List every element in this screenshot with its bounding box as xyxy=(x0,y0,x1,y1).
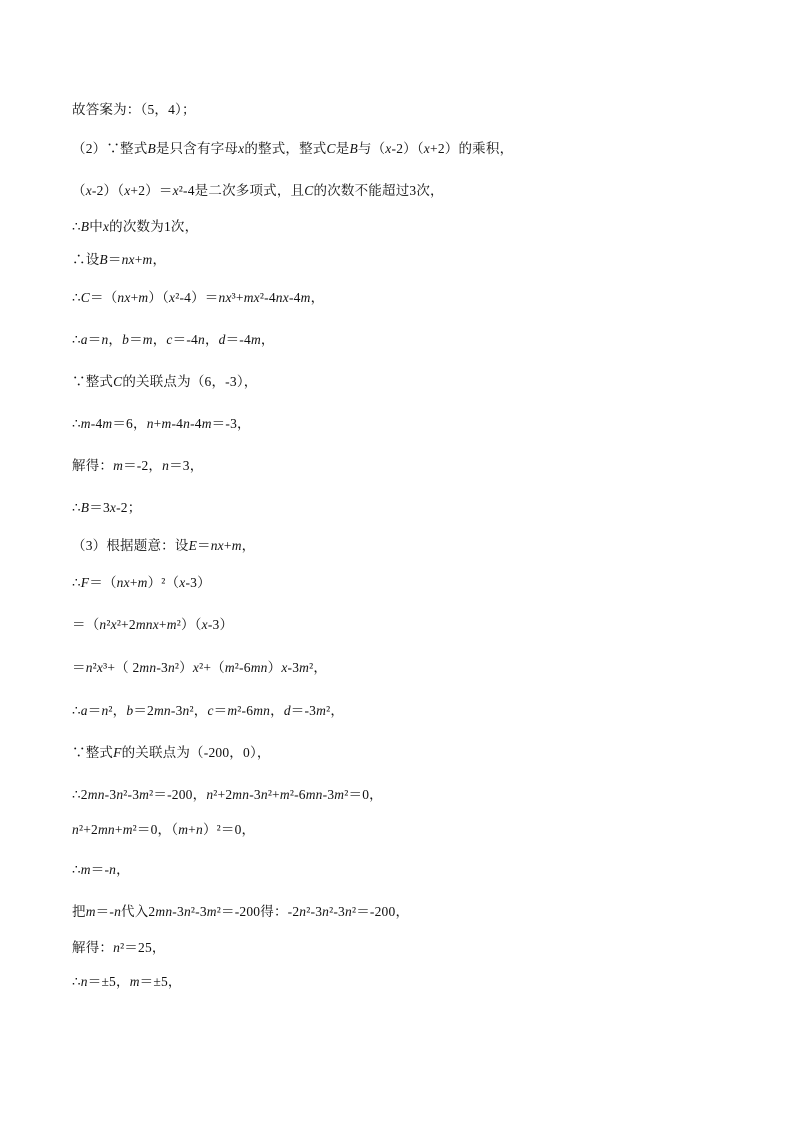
solution-line: ∴B＝3x-2； xyxy=(72,500,142,515)
solution-line: ∴a＝n，b＝m，c＝-4n，d＝-4m， xyxy=(72,332,275,347)
solution-line: ∴m-4m＝6，n+m-4n-4m＝-3， xyxy=(72,416,251,431)
solution-line: （2）∵整式B是只含有字母x的整式，整式C是B与（x-2）（x+2）的乘积， xyxy=(72,141,514,156)
solution-line: ∴m＝-n， xyxy=(72,862,130,877)
solution-line: （x-2）（x+2）＝x²-4是二次多项式，且C的次数不能超过3次， xyxy=(72,183,444,198)
solution-line: （3）根据题意：设E＝nx+m， xyxy=(72,538,256,553)
solution-line: ∴F＝（nx+m）²（x-3） xyxy=(72,575,211,590)
solution-line: 解得：n²＝25， xyxy=(72,940,166,955)
solution-line: ∴2mn-3n²-3m²＝-200，n²+2mn-3n²+m²-6mn-3m²＝0， xyxy=(72,787,383,802)
solution-line: ∵整式C的关联点为（6，-3）， xyxy=(72,374,258,389)
solution-line: n²+2mn+m²＝0，（m+n）²＝0， xyxy=(72,822,256,837)
solution-line: ＝n²x³+（ 2mn-3n²）x²+（m²-6mn）x-3m²， xyxy=(72,660,328,675)
answer-line: 故答案为：（5，4）； xyxy=(72,102,196,117)
solution-line: ＝（n²x²+2mnx+m²）（x-3） xyxy=(72,617,234,632)
solution-line: ∴a＝n²，b＝2mn-3n²，c＝m²-6mn，d＝-3m²， xyxy=(72,703,345,718)
solution-line: ∴设B＝nx+m， xyxy=(72,252,167,267)
solution-line: ∴B中x的次数为1次， xyxy=(72,219,199,234)
solution-line: 把m＝-n代入2mn-3n²-3m²＝-200得：-2n²-3n²-3n²＝-200， xyxy=(72,904,410,919)
solution-line: 解得：m＝-2，n＝3， xyxy=(72,458,204,473)
solution-line: ∴C＝（nx+m）（x²-4）＝nx³+mx²-4nx-4m， xyxy=(72,290,325,305)
solution-line: ∴n＝±5，m＝±5， xyxy=(72,974,182,989)
solution-line: ∵整式F的关联点为（-200，0）， xyxy=(72,745,271,760)
